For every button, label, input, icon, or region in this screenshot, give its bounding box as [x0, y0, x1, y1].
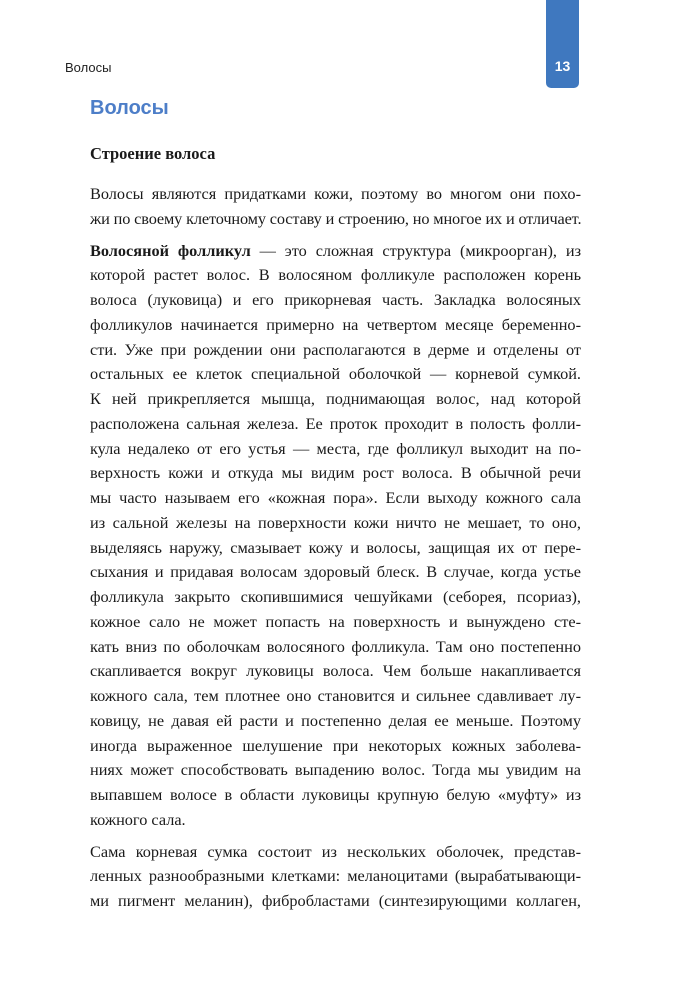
text-line: расположена сальная железа. Ее проток проходит в полость фолли- [90, 413, 581, 433]
text-line: мы часто называем его «кожная пора». Если выходу кожного сала [90, 488, 581, 507]
text-line: выделяясь наружу, смазывает кожу и волосы, защищая их от пере- [90, 537, 581, 557]
text-line: кожного сала, тем плотнее оно становится и сильнее сдавливает лу- [90, 686, 581, 705]
text-line: ковицу, не давая ей расти и постепенно делая ее меньше. Поэтому [90, 710, 581, 730]
text-line: Волосы являются придатками кожи, поэтому во многом они похо- [90, 184, 581, 203]
lead-term: Волосяной фолликул [90, 240, 251, 260]
paragraph-2 [90, 239, 581, 833]
text-line: из сальной железы на поверхности кожи ничто не мешает, то оно, [90, 512, 581, 532]
page-number: 13 [554, 58, 571, 74]
text-line: кожное сало не может попасть на поверхность и вынуждено сте- [90, 611, 581, 631]
text-line: фолликулов начинается примерно на четвертом месяце беременно- [90, 314, 581, 334]
text-line: иногда выраженное шелушение при некоторых кожных заболева- [90, 735, 581, 755]
text-line: ленных разнообразными клетками: меланоцитами (вырабатывающи- [90, 866, 581, 886]
paragraph-3 [90, 840, 581, 914]
text-line: кожного сала. [90, 809, 186, 829]
text-line: ми пигмент меланин), фибробластами (синтезирующими коллаген, [90, 891, 581, 910]
text-line [90, 239, 581, 264]
paragraph-1 [90, 182, 581, 232]
text-line: Сама корневая сумка состоит из нескольких оболочек, представ- [90, 841, 581, 861]
subsection-title: Строение волоса [90, 144, 216, 163]
body-text [90, 182, 581, 914]
text-line: скапливается вокруг луковицы волоса. Чем больше накапливается [90, 661, 581, 681]
lead-line-rest: — это сложная структура (микроорган), из [250, 240, 581, 260]
text-line: ниях может способствовать выпадению волос. Тогда мы увидим на [90, 760, 581, 780]
text-line: сыхания и придавая волосам здоровый блеск. В случае, когда устье [90, 562, 581, 582]
text-line: кула недалеко от его устья — места, где фолликул выходит на по- [90, 438, 581, 458]
text-line: сти. Уже при рождении они располагаются в дерме и отделены от [90, 339, 581, 359]
text-line: остальных ее клеток специальной оболочкой — корневой сумкой. [90, 364, 581, 384]
text-line: жи по своему клеточному составу и строению, но многое их и отличает. [90, 208, 582, 228]
text-line: которой растет волос. В волосяном фолликуле расположен корень [90, 265, 581, 285]
section-title: Волосы [90, 97, 169, 119]
text-line: кать вниз по оболочкам волосяного фолликула. Там оно постепенно [90, 636, 581, 656]
text-line: волоса (луковица) и его прикорневая часть. Закладка волосяных [90, 290, 581, 309]
running-head: Волосы [65, 60, 112, 75]
text-line: выпавшем волосе в области луковицы крупную белую «муфту» из [90, 785, 581, 804]
text-line: К ней прикрепляется мышца, поднимающая волос, над которой [90, 389, 581, 408]
text-line: верхность кожи и откуда мы видим рост волоса. В обычной речи [90, 463, 581, 483]
text-line: фолликула закрыто скопившимися чешуйками (себорея, псориаз), [90, 587, 581, 606]
page-number-tab [546, 0, 579, 88]
